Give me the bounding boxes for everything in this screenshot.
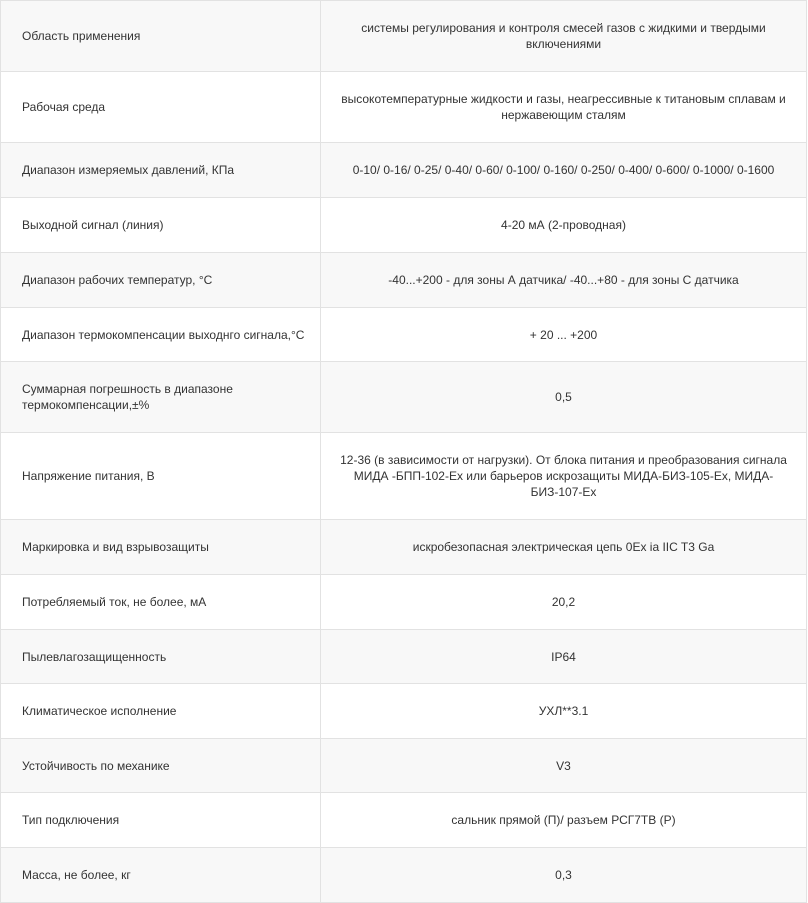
table-row — [1, 793, 807, 848]
table-row — [1, 143, 807, 198]
table-row — [1, 684, 807, 739]
row-value: 12-36 (в зависимости от нагрузки). От блока питания и преобразования сигнала МИДА -БПП-102-Ех или барьеров искрозащиты МИДА-БИЗ-105-Ех, МИДА-БИЗ-107-Ех — [321, 433, 807, 520]
row-label: Климатическое исполнение — [1, 684, 321, 739]
row-value: искробезопасная электрическая цепь 0Ex ia IIC T3 Ga — [321, 520, 807, 575]
row-label: Маркировка и вид взрывозащиты — [1, 520, 321, 575]
table-row — [1, 1, 807, 72]
row-value: сальник прямой (П)/ разъем РСГ7ТВ (Р) — [321, 793, 807, 848]
row-label: Область применения — [1, 1, 321, 72]
row-label: Диапазон термокомпенсации выходнго сигнала,°С — [1, 308, 321, 362]
table-row — [1, 739, 807, 793]
row-label: Диапазон измеряемых давлений, КПа — [1, 143, 321, 198]
table-row — [1, 520, 807, 575]
table-row — [1, 362, 807, 433]
table-row — [1, 308, 807, 362]
table-row — [1, 848, 807, 903]
row-label: Суммарная погрешность в диапазоне термокомпенсации,±% — [1, 362, 321, 433]
row-value: + 20 ... +200 — [321, 308, 807, 362]
row-value: IP64 — [321, 630, 807, 684]
table-row — [1, 198, 807, 253]
row-value: 0,5 — [321, 362, 807, 433]
table-row — [1, 72, 807, 143]
row-value: системы регулирования и контроля смесей газов с жидкими и твердыми включениями — [321, 1, 807, 72]
table-row — [1, 575, 807, 630]
row-label: Пылевлагозащищенность — [1, 630, 321, 684]
row-label: Устойчивость по механике — [1, 739, 321, 793]
row-label: Тип подключения — [1, 793, 321, 848]
row-value: 4-20 мА (2-проводная) — [321, 198, 807, 253]
row-label: Потребляемый ток, не более, мА — [1, 575, 321, 630]
row-value: 20,2 — [321, 575, 807, 630]
row-value: высокотемпературные жидкости и газы, неагрессивные к титановым сплавам и нержавеющим сталям — [321, 72, 807, 143]
row-value: -40...+200 - для зоны А датчика/ -40...+80 - для зоны С датчика — [321, 253, 807, 308]
row-label: Выходной сигнал (линия) — [1, 198, 321, 253]
row-label: Рабочая среда — [1, 72, 321, 143]
row-value: 0,3 — [321, 848, 807, 903]
row-value: V3 — [321, 739, 807, 793]
table-row — [1, 253, 807, 308]
row-label: Напряжение питания, В — [1, 433, 321, 520]
row-value: УХЛ**3.1 — [321, 684, 807, 739]
row-label: Диапазон рабочих температур, °С — [1, 253, 321, 308]
table-row — [1, 433, 807, 520]
row-value: 0-10/ 0-16/ 0-25/ 0-40/ 0-60/ 0-100/ 0-160/ 0-250/ 0-400/ 0-600/ 0-1000/ 0-1600 — [321, 143, 807, 198]
row-label: Масса, не более, кг — [1, 848, 321, 903]
table-row — [1, 630, 807, 684]
